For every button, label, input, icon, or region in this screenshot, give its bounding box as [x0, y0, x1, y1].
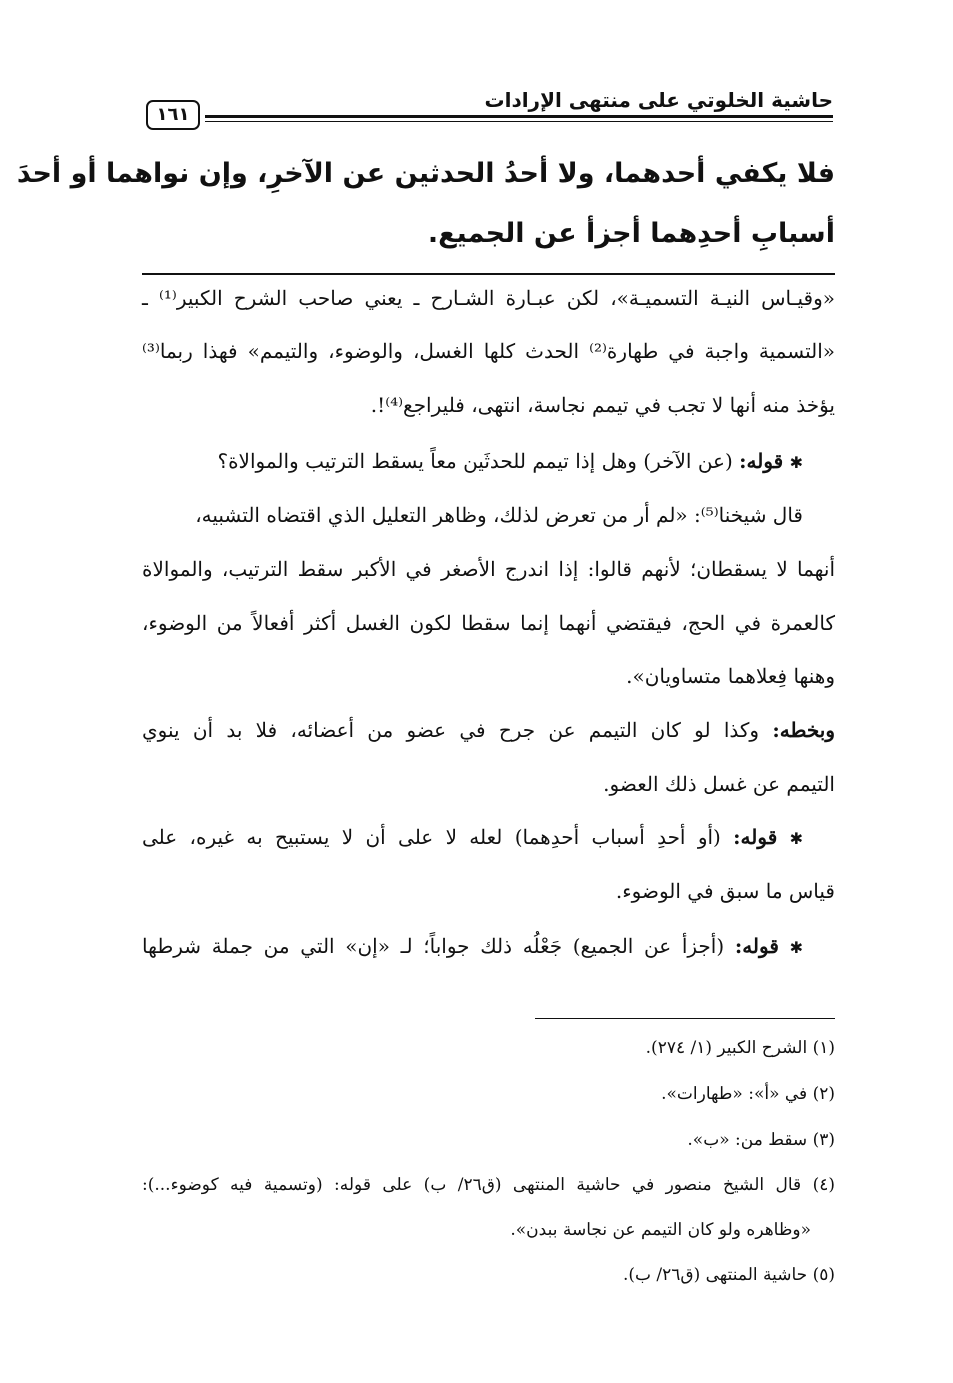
footnote-4-line-1: (٤) قال الشيخ منصور في حاشية المنتهى (ق٢٦/ ب) على قوله: (وتسمية فيه كوضوء...):	[142, 1175, 835, 1195]
commentary-entry-3	[142, 934, 803, 958]
running-header-title: حاشية الخلوتي على منتهى الإرادات	[484, 88, 833, 112]
paragraph-2-line-2: أنهما لا يسقطان؛ لأنهم قالوا: إذا اندرج الأصغر في الأكبر سقط الترتيب، والموالاة	[142, 557, 835, 581]
entry-lead: قوله:	[734, 934, 779, 958]
matn-line-1: فلا يكفي أحدهما، ولا أحدُ الحدثين عن الآخرِ، وإن نواهما أو أحدَ	[16, 158, 835, 189]
footnote-5: (٥) حاشية المنتهى (ق٢٦/ ب).	[622, 1265, 835, 1285]
commentary-entry-2	[142, 825, 803, 849]
entry-lead: وبخطه:	[772, 718, 835, 742]
commentary-entry-2-line-2: قياس ما سبق في الوضوء.	[615, 879, 835, 903]
asterisk-icon: ✱	[789, 829, 804, 848]
footnote-2: (٢) في «أ»: «طهارات».	[661, 1084, 835, 1104]
footnote-separator	[535, 1018, 835, 1019]
header-rule-thin	[205, 121, 833, 122]
asterisk-icon: ✱	[789, 453, 803, 472]
footnote-3: (٣) سقط من: «ب».	[687, 1130, 835, 1150]
paragraph-2-line-3: كالعمرة في الحج، فيقتضي أنهما إنما سقطا لكون الغسل أكثر أفعالاً من الوضوء،	[142, 611, 835, 635]
asterisk-icon: ✱	[789, 938, 803, 957]
footnote-1: (١) الشرح الكبير (١/ ٢٧٤).	[645, 1038, 835, 1058]
paragraph-3-line-1	[142, 718, 835, 742]
footnote-4-line-2: «وظاهره ولو كان التيمم عن نجاسة ببدن».	[510, 1220, 811, 1240]
entry-lead: قوله:	[733, 825, 778, 849]
entry-lead: قوله:	[739, 449, 784, 473]
paragraph-2-line-1: قال شيخنا⁽⁵⁾: «لم أر من تعرض لذلك، وظاهر التعليل الذي اقتضاه التشبيه،	[195, 503, 803, 527]
matn-line-2: أسبابِ أحدِهما أجزأ عن الجميع.	[427, 218, 835, 249]
entry-text: وكذا لو كان التيمم عن جرح في عضو من أعضائه، فلا بد أن ينوي	[142, 718, 773, 742]
paragraph-2-line-4: وهنها فِعلاهما متساويان».	[626, 664, 835, 688]
commentary-entry-1	[217, 449, 803, 473]
entry-text: (أجزأ عن الجميع) جَعْلُه ذلك جواباً؛ لـ «إن» التي من جملة شرطها	[142, 934, 735, 958]
header-rule	[205, 115, 833, 118]
page-number: ١٦١	[146, 100, 200, 130]
entry-text: (أو أحدِ أسباب أحدِهما) لعله لا على أن لا يستبيح به غيره، على	[142, 825, 734, 849]
paragraph-3-line-2: التيمم عن غسل ذلك العضو.	[603, 772, 835, 796]
paragraph-1-line-2: «التسمية واجبة في طهارة⁽²⁾ الحدث كلها الغسل، والوضوء، والتيمم» فهذا ربما⁽³⁾	[142, 339, 835, 363]
matn-separator-rule	[142, 273, 835, 275]
paragraph-1-line-1: «وقيـاس النيـة التسميـة»، لكن عبـارة الشـارح ـ يعني صاحب الشرح الكبير⁽¹⁾ ـ	[142, 286, 835, 310]
entry-text: (عن الآخر) وهل إذا تيمم للحدثَين معاً يسقط الترتيب والموالاة؟	[217, 449, 740, 473]
paragraph-1-line-3: يؤخذ منه أنها لا تجب في تيمم نجاسة، انتهى، فليراجع⁽⁴⁾!.	[370, 393, 835, 417]
